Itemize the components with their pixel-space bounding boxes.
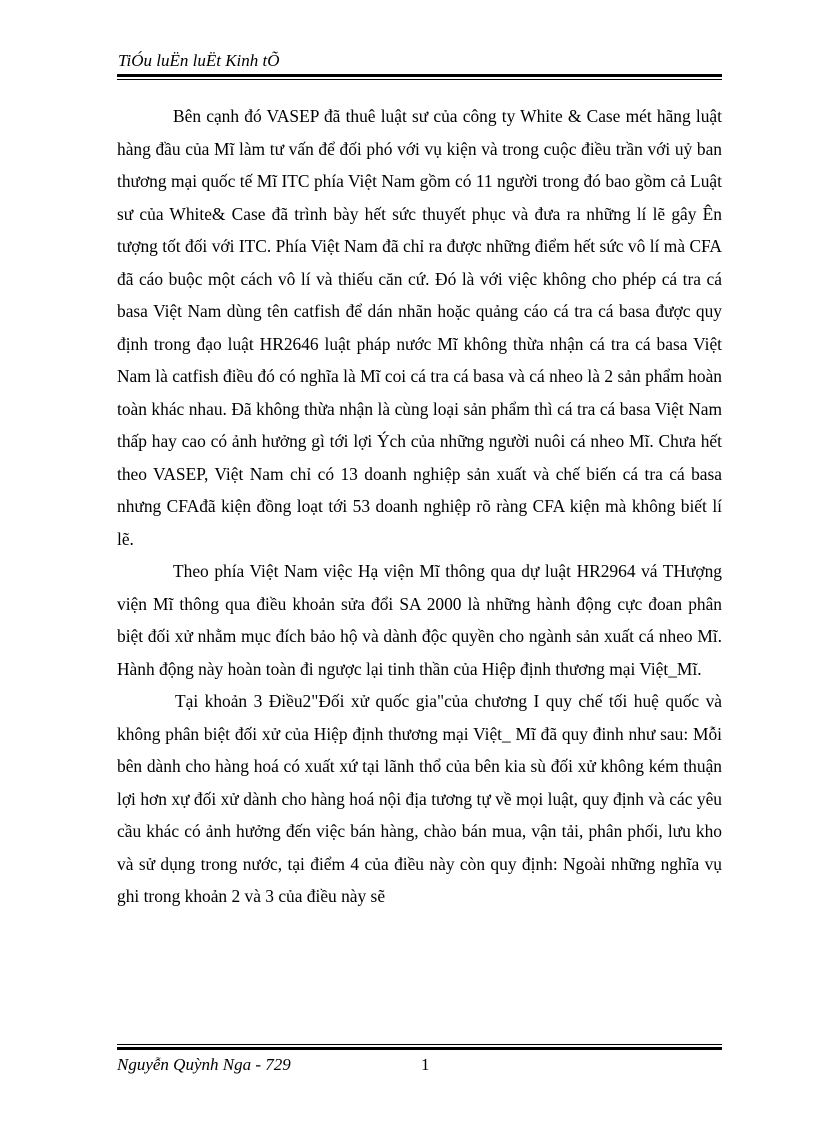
page-footer: [117, 1044, 722, 1080]
paragraph-1: Bên cạnh đó VASEP đã thuê luật sư của công ty White & Case mét hãng luật hàng đầu của Mĩ làm tư vấn để đối phó với vụ kiện và trong cuộc điều trần với uỷ ban thương mại quốc tế Mĩ ITC phía Việt Nam gồm có 11 người trong đó bao gồm cả Luật sư của White& Case đã trình bày hết sức thuyết phục và đưa ra những lí lẽ gây Ên tượng tốt đối với ITC. Phía Việt Nam đã chỉ ra được những điểm hết sức vô lí mà CFA đã cáo buộc một cách vô lí và thiếu căn cứ. Đó là với việc không cho phép cá tra cá basa Việt Nam dùng tên catfish để dán nhãn hoặc quảng cáo cá tra cá basa được quy định trong đạo luật HR2646 luật pháp nước Mĩ không thừa nhận cá tra cá basa Việt Nam là catfish điều đó có nghĩa là Mĩ coi cá tra cá basa và cá nheo là 2 sản phẩm hoàn toàn khác nhau. Đã không thừa nhận là cùng loại sản phẩm thì cá tra cá basa Việt Nam thấp hay cao có ảnh hưởng gì tới lợi Ých của những người nuôi cá nheo Mĩ. Chưa hết theo VASEP, Việt Nam chỉ có 13 doanh nghiệp sản xuất và chế biến cá tra cá basa nhưng CFAđã kiện đồng loạt tới 53 doanh nghiệp rõ ràng CFA kiện mà không biết lí lẽ.: [117, 106, 722, 549]
page-number: 1: [421, 1055, 430, 1074]
document-body: [117, 100, 722, 913]
header-rule-thin: [117, 79, 722, 80]
page-header: [117, 50, 722, 80]
footer-row: [117, 1054, 722, 1080]
footer-rule-thin: [117, 1044, 722, 1045]
header-rule-thick: [117, 74, 722, 77]
footer-rule-thick: [117, 1047, 722, 1050]
paragraph-3: Tại khoản 3 Điều2"Đối xử quốc gia"của chương I quy chế tối huệ quốc và không phân biệt đối xử của Hiệp định thương mại Việt_ Mĩ đã quy đinh như sau: Mỗi bên dành cho hàng hoá có xuất xứ tại lãnh thổ của bên kia sù đối xử không kém thuận lợi hơn xự đối xử dành cho hàng hoá nội địa tương tự về mọi luật, quy định và các yêu cầu khác có ảnh hưởng đến việc bán hàng, chào bán mua, vận tải, phân phối, lưu kho và sử dụng trong nước, tại điểm 4 của điều này còn quy định: Ngoài những nghĩa vụ ghi trong khoản 2 và 3 của điều này sẽ: [117, 691, 722, 906]
paragraph-2: Theo phía Việt Nam việc Hạ viện Mĩ thông qua dự luật HR2964 vá THượng viện Mĩ thông qua điều khoản sửa đổi SA 2000 là những hành động cực đoan phân biệt đối xử nhằm mục đích bảo hộ và dành độc quyền cho ngành sản xuất cá nheo Mĩ. Hành động này hoàn toàn đi ngược lại tinh thần của Hiệp định thương mại Việt_Mĩ.: [117, 561, 722, 679]
footer-author: Nguyễn Quỳnh Nga - 729: [117, 1055, 291, 1074]
header-title: TiÓu luËn luËt Kinh tÕ: [118, 51, 280, 70]
